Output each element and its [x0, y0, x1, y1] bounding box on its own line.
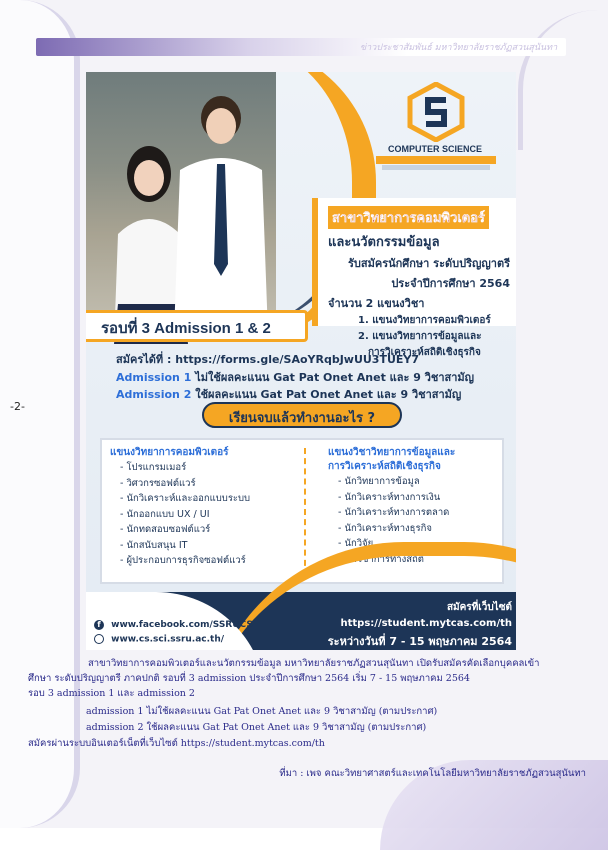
career-item: - นักสนับสนุน IT	[120, 539, 188, 551]
program-subtitle: และนวัตกรรมข้อมูล	[328, 235, 440, 250]
facebook-line	[94, 620, 253, 630]
recruit-line-2: ประจำปีการศึกษา 2564	[391, 277, 510, 290]
description-line-4: admission 1 ไม่ใช้ผลคะแนน Gat Pat Onet Anet และ 9 วิชาสามัญ (ตามประกาศ)	[86, 706, 438, 717]
facebook-icon: f	[94, 620, 104, 630]
career-item: - นักทดสอบซอฟต์แวร์	[120, 524, 211, 535]
career-item: - นักวิเคราะห์ทางธุรกิจ	[338, 522, 432, 534]
apply-label: สมัครได้ที่ :	[116, 353, 172, 366]
admission-1-text: ไม่ใช้ผลคะแนน Gat Pat Onet Anet และ 9 วิชาสามัญ	[195, 371, 475, 384]
register-date: ระหว่างวันที่ 7 - 15 พฤษภาคม 2564	[327, 635, 512, 648]
description-line-3: รอบ 3 admission 1 และ admission 2	[28, 688, 195, 699]
round-text: รอบที่ 3 Admission 1 & 2	[101, 320, 271, 337]
logo-title: COMPUTER SCIENCE	[387, 144, 482, 154]
career-question-badge	[202, 402, 402, 428]
track-item: การวิเคราะห์สถิติเชิงธุรกิจ	[368, 347, 481, 358]
track-item: 2. แขนงวิทยาการข้อมูลและ	[358, 331, 482, 342]
description-line-6: สมัครผ่านระบบอินเตอร์เน็ตที่เว็บไซต์ https://student.mytcas.com/th	[28, 738, 325, 749]
career-item: - นักวิทยาการข้อมูล	[338, 476, 420, 487]
apply-line	[116, 350, 419, 368]
program-title: สาขาวิทยาการคอมพิวเตอร์	[328, 206, 489, 229]
tracks-heading: จำนวน 2 แขนงวิชา	[328, 297, 425, 310]
careers-ds-heading: แขนงวิชาวิทยาการข้อมูลและ	[328, 447, 456, 458]
careers-divider	[304, 448, 306, 576]
career-item: - นักวิชาการทางสถิติ	[338, 553, 424, 565]
career-item: - นักวิจัย	[338, 538, 374, 549]
description-line-1: สาขาวิทยาการคอมพิวเตอร์และนวัตกรรมข้อมูล มหาวิทยาลัยราชภัฏสวนสุนันทา เปิดรับสมัครคัดเลือกบุคคลเข้า	[88, 658, 540, 669]
careers-cs-column	[110, 446, 250, 569]
career-item: - นักวิเคราะห์ทางการเงิน	[338, 491, 441, 503]
register-link[interactable]: https://student.mytcas.com/th	[340, 618, 512, 629]
page-number: -2-	[10, 400, 25, 413]
register-block	[302, 600, 512, 650]
career-question: เรียนจบแล้วทำงานอะไร ?	[228, 411, 376, 426]
admission-poster	[86, 72, 516, 650]
admission-2-label: Admission 2	[116, 388, 192, 401]
career-item: - นักออกแบบ UX / UI	[120, 508, 210, 520]
logo-subtitle-bar	[376, 156, 496, 164]
career-item: - วิศวกรซอฟต์แวร์	[120, 477, 196, 489]
careers-cs-heading: แขนงวิทยาการคอมพิวเตอร์	[110, 447, 229, 458]
decorative-swoosh-top-right	[518, 10, 608, 150]
globe-icon	[94, 634, 104, 644]
recruit-line-1: รับสมัครนักศึกษา ระดับปริญญาตรี	[347, 257, 510, 270]
admission-2-text: ใช้ผลคะแนน Gat Pat Onet Anet และ 9 วิชาสามัญ	[195, 388, 462, 401]
register-title: สมัครที่เว็บไซต์	[446, 602, 512, 613]
logo-subtitle-bar-2	[382, 165, 490, 170]
career-item: - นักวิเคราะห์และออกแบบระบบ	[120, 493, 251, 504]
program-title-box	[312, 198, 516, 358]
careers-ds-heading-2: การวิเคราะห์สถิติเชิงธุรกิจ	[328, 461, 441, 472]
career-item: - นักวิเคราะห์ทางการตลาด	[338, 507, 450, 518]
admission-1-line	[116, 368, 474, 386]
admission-2-line	[116, 385, 461, 403]
cs-hexagon-logo-icon	[406, 82, 466, 142]
track-item: 1. แขนงวิทยาการคอมพิวเตอร์	[358, 315, 491, 326]
career-item: - โปรแกรมเมอร์	[120, 462, 187, 473]
website-link[interactable]: www.cs.sci.ssru.ac.th/	[111, 634, 225, 645]
career-item: - ผู้ประกอบการธุรกิจซอฟต์แวร์	[120, 555, 246, 566]
description-line-2: ศึกษา ระดับปริญญาตรี ภาคปกติ รอบที่ 3 admission ประจำปีการศึกษา 2564 เริ่ม 7 - 15 พฤษภาคม 2564	[28, 673, 470, 684]
description-line-5: admission 2 ใช้ผลคะแนน Gat Pat Onet Anet และ 9 วิชาสามัญ (ตามประกาศ)	[86, 722, 427, 733]
admission-1-label: Admission 1	[116, 371, 192, 384]
website-line	[94, 634, 224, 645]
round-badge	[86, 310, 308, 342]
apply-form-link[interactable]: https://forms.gle/SAoYRqbJwUU3TUEY7	[175, 353, 420, 366]
header-text: ข่าวประชาสัมพันธ์ มหาวิทยาลัยราชภัฏสวนสุนันทา	[360, 43, 558, 53]
source-credit: ที่มา : เพจ คณะวิทยาศาสตร์และเทคโนโลยีมหาวิทยาลัยราชภัฏสวนสุนันทา	[279, 768, 586, 779]
facebook-link[interactable]: www.facebook.com/SSRUCS	[111, 620, 253, 630]
